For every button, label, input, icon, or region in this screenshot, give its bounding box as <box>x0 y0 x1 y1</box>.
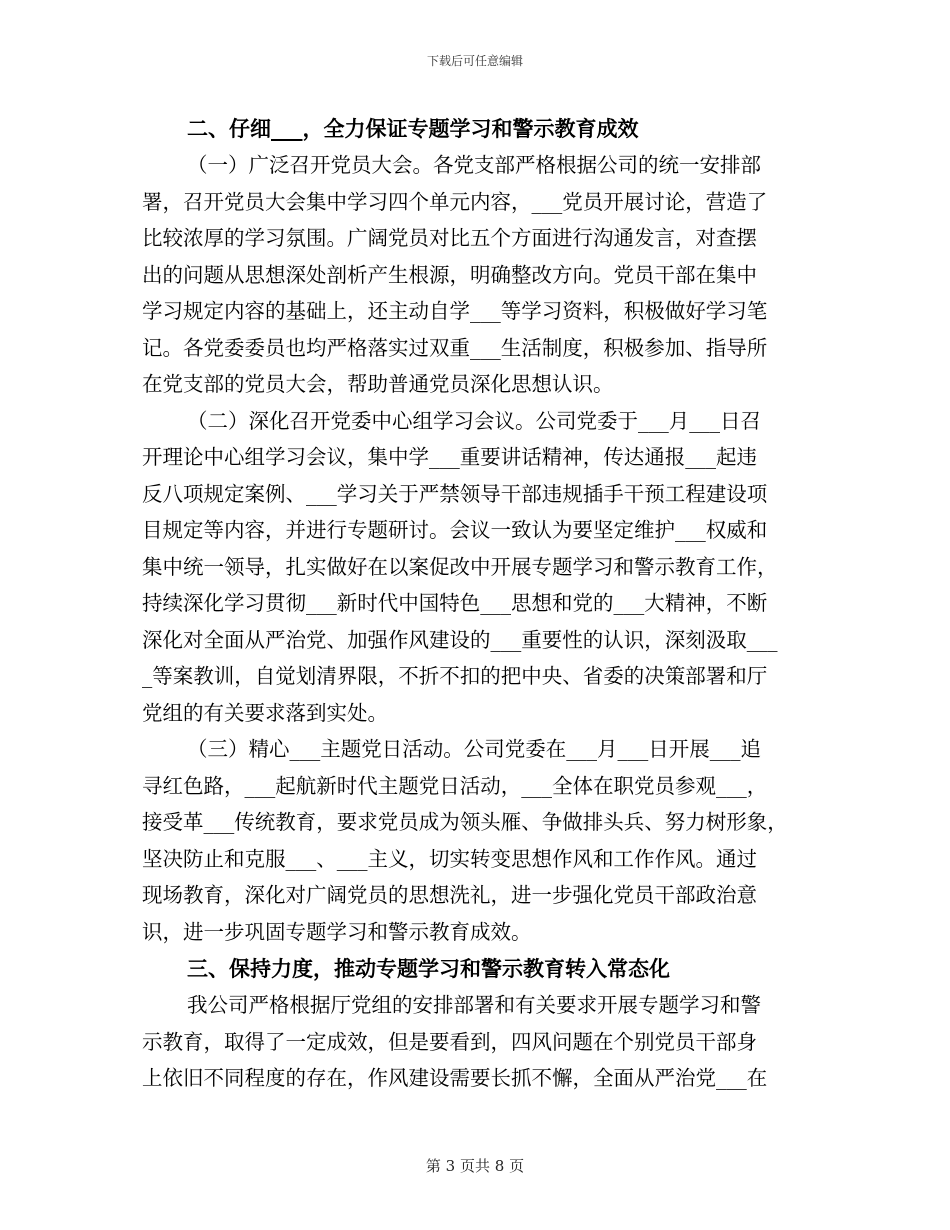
text-line: 党组的有关要求落到实处。 <box>142 700 388 725</box>
text-line: 集中统一领导，扎实做好在以案促改中开展专题学习和警示教育工作， <box>142 554 778 579</box>
section-2-item-2 <box>142 403 810 732</box>
text-line: 持续深化学习贯彻___新时代中国特色___思想和党的___大精神，不断 <box>142 591 768 615</box>
text-line: 识，进一步巩固专题学习和警示教育成效。 <box>142 919 532 944</box>
page-footer: 第 3 页共 8 页 <box>425 1157 525 1175</box>
section-3-heading: 三、保持力度，推动专题学习和警示教育转入常态化 <box>187 956 670 981</box>
text-line: _等案教训，自觉划清界限，不折不扣的把中央、省委的决策部署和厅 <box>142 664 768 688</box>
text-line: 记。各党委委员也均严格落实过双重___生活制度，积极参加、指导所 <box>142 335 768 360</box>
text-line: 比较浓厚的学习氛围。广阔党员对比五个方面进行沟通发言，对查摆 <box>142 226 757 250</box>
text-line: 寻红色路，___起航新时代主题党日活动，___全体在职党员参观___， <box>142 773 768 798</box>
text-line: 现场教育，深化对广阔党员的思想洗礼，进一步强化党员干部政治意 <box>142 883 757 907</box>
section-3-paragraph <box>142 987 810 1097</box>
text-line: 学习规定内容的基础上，还主动自学___等学习资料，积极做好学习笔 <box>142 299 768 323</box>
text-line: 反八项规定案例、___学习关于严禁领导干部违规插手干预工程建设项 <box>142 481 768 506</box>
section-2-heading: 二、仔细___，全力保证专题学习和警示教育成效 <box>187 116 639 141</box>
page-header: 下载后可任意编辑 <box>426 54 523 68</box>
text-line: 接受革___传统教育，要求党员成为领头雁、争做排头兵、努力树形象， <box>142 810 788 834</box>
document-body <box>142 110 810 1097</box>
text-line: 上依旧不同程度的存在，作风建设需要长抓不懈，全面从严治党___在 <box>142 1066 768 1090</box>
text-line: 示教育，取得了一定成效，但是要看到，四风问题在个别党员干部身 <box>142 1029 757 1054</box>
text-line: （三）精心___主题党日活动。公司党委在___月___日开展___追 <box>187 737 761 761</box>
text-line: 深化对全面从严治党、加强作风建设的___重要性的认识，深刻汲取___ <box>142 627 778 652</box>
text-line: （一）广泛召开党员大会。各党支部严格根据公司的统一安排部 <box>187 153 761 177</box>
text-line: 开理论中心组学习会议，集中学___重要讲话精神，传达通报___起违 <box>142 445 757 469</box>
text-line: 坚决防止和克服___、___主义，切实转变思想作风和工作作风。通过 <box>142 846 757 871</box>
text-line: （二）深化召开党委中心组学习会议。公司党委于___月___日召 <box>187 408 761 433</box>
text-line: 出的问题从思想深处剖析产生根源，明确整改方向。党员干部在集中 <box>142 262 757 287</box>
text-line: 我公司严格根据厅党组的安排部署和有关要求开展专题学习和警 <box>187 993 761 1017</box>
section-2-item-1 <box>142 147 810 403</box>
text-line: 署，召开党员大会集中学习四个单元内容，___党员开展讨论，营造了 <box>142 189 768 214</box>
section-2-item-3 <box>142 731 810 950</box>
text-line: 在党支部的党员大会，帮助普通党员深化思想认识。 <box>142 372 614 396</box>
text-line: 目规定等内容，并进行专题研讨。会议一致认为要坚定维护___权威和 <box>142 518 768 542</box>
